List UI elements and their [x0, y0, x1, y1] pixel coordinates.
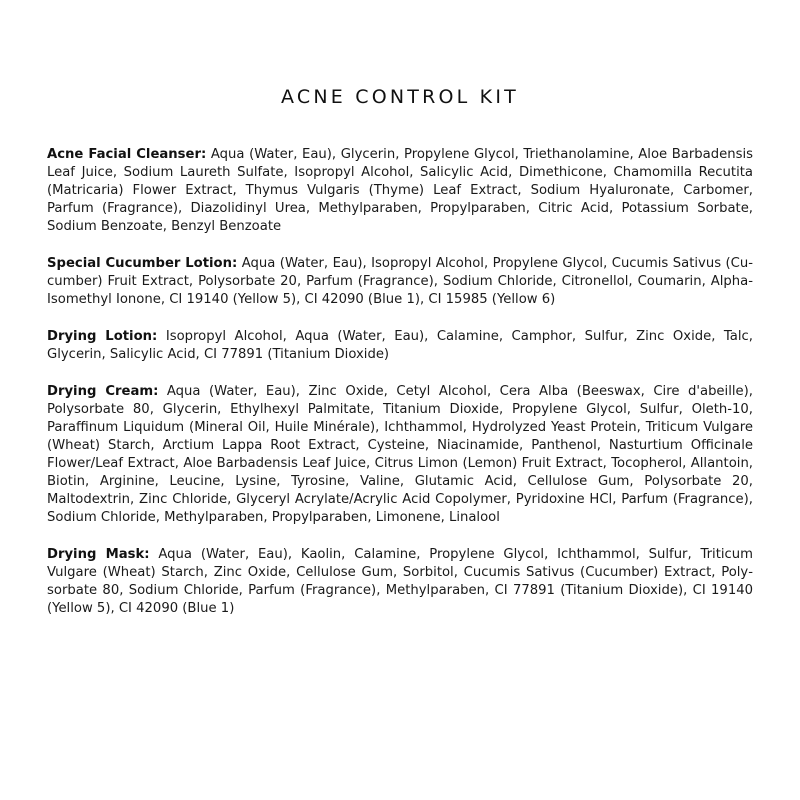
product-name-label: Drying Lotion: [47, 329, 158, 344]
product-name-label: Drying Mask: [47, 547, 150, 562]
ingredients-drying-lotion [47, 328, 753, 364]
ingredients-drying-cream [47, 383, 753, 527]
ingredients-special-cucumber-lotion [47, 255, 753, 309]
ingredient-list: Aqua (Water, Eau), Isopropyl Alcohol, Propylene Glycol, Cucumis Sativus (Cucumber) Fruit Extract, Polysorbate 20, Parfum (Fragrance), Sodium Chloride, Citronellol, Coumarin, Alpha-Isomethyl Ionone, CI 19140 (Yellow 5), CI 42090 (Blue 1), CI 15985 (Yellow 6) [47, 256, 754, 307]
page-title: ACNE CONTROL KIT [281, 86, 519, 108]
ingredients-acne-facial-cleanser [47, 146, 753, 236]
ingredients-drying-mask [47, 546, 753, 618]
ingredient-list: Aqua (Water, Eau), Kaolin, Calamine, Propylene Glycol, Ichthammol, Sulfur, Triticum Vulgare (Wheat) Starch, Zinc Oxide, Cellulose Gum, Sorbitol, Cucumis Sativus (Cucumber) Extract, Polysorbate 80, Sodium Chloride, Parfum (Fragrance), Methylparaben, CI 77891 (Titanium Dioxide), CI 19140 (Yellow 5), CI 42090 (Blue 1) [47, 547, 753, 616]
ingredient-sections [47, 146, 753, 637]
product-name-label: Drying Cream: [47, 384, 159, 399]
ingredient-list: Aqua (Water, Eau), Zinc Oxide, Cetyl Alcohol, Cera Alba (Beeswax, Cire d'abeille), Polysorbate 80, Glycerin, Ethylhexyl Palmitate, Titanium Dioxide, Propylene Glycol, Sulfur, Oleth-10, Paraffinum Liquidum (Mineral Oil, Huile Minérale), Ichthammol, Hydrolyzed Yeast Protein, Triticum Vulgare (Wheat) Starch, Arctium Lappa Root Extract, Cysteine, Niacinamide, Panthenol, Nasturtium Officinale Flower/Leaf Extract, Aloe Barbadensis Leaf Juice, Citrus Limon (Lemon) Fruit Extract, Tocopherol, Allantoin, Biotin, Arginine, Leucine, Lysine, Tyrosine, Valine, Glutamic Acid, Cellulose Gum, Polysorbate 20, Maltodextrin, Zinc Chloride, Glyceryl Acrylate/Acrylic Acid Copolymer, Pyridoxine HCl, Parfum (Fragrance), Sodium Chloride, Methylparaben, Propylparaben, Limonene, Linalool [47, 384, 753, 525]
ingredient-list: Aqua (Water, Eau), Glycerin, Propylene Glycol, Triethanolamine, Aloe Barbadensis Leaf Juice, Sodium Laureth Sulfate, Isopropyl Alcohol, Salicylic Acid, Dimethicone, Chamomilla Recutita (Matricaria) Flower Extract, Thymus Vulgaris (Thyme) Leaf Extract, Sodium Hyaluronate, Carbomer, Parfum (Fragrance), Diazolidinyl Urea, Methylparaben, Propylparaben, Citric Acid, Potassium Sorbate, Sodium Benzoate, Benzyl Benzoate [47, 147, 754, 234]
product-name-label: Special Cucumber Lotion: [47, 256, 238, 271]
ingredient-list: Isopropyl Alcohol, Aqua (Water, Eau), Calamine, Camphor, Sulfur, Zinc Oxide, Talc, Glycerin, Salicylic Acid, CI 77891 (Titanium Dioxide) [47, 329, 753, 362]
product-name-label: Acne Facial Cleanser: [47, 147, 207, 162]
